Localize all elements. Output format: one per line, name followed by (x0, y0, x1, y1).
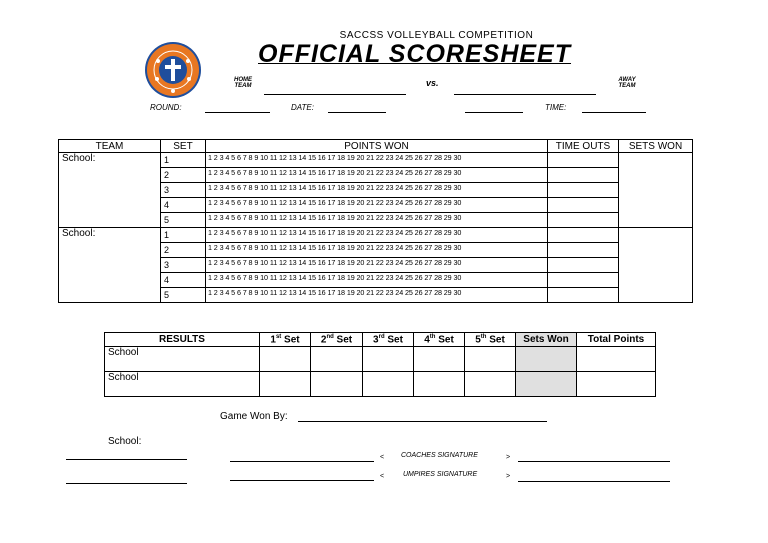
result-cell[interactable] (465, 372, 516, 397)
set-number: 3 (161, 258, 206, 273)
result-cell[interactable] (414, 372, 465, 397)
header-points-won: POINTS WON (206, 140, 548, 153)
score-row (59, 228, 693, 243)
time-outs-cell[interactable] (548, 288, 619, 303)
time-outs-cell[interactable] (548, 168, 619, 183)
set3-header: 3rd Set (363, 333, 414, 347)
score-row (59, 153, 693, 168)
result-cell[interactable] (260, 372, 311, 397)
total-points-cell[interactable] (577, 347, 656, 372)
school-field-2[interactable] (66, 483, 187, 484)
round-label: ROUND: (150, 103, 182, 112)
sets-won-cell[interactable] (619, 228, 693, 303)
points-won-track[interactable]: 1 2 3 4 5 6 7 8 9 10 11 12 13 14 15 16 17 18 19 20 21 22 23 24 25 26 27 28 29 30 (206, 288, 548, 303)
time-outs-cell[interactable] (548, 213, 619, 228)
header-sets-won: SETS WON (619, 140, 693, 153)
set2-header: 2nd Set (311, 333, 363, 347)
set-number: 3 (161, 183, 206, 198)
home-team-label: HOME TEAM (234, 77, 252, 89)
result-cell[interactable] (465, 347, 516, 372)
set-number: 5 (161, 288, 206, 303)
set-number: 1 (161, 228, 206, 243)
coach-name-field[interactable] (230, 461, 374, 462)
results-table (104, 332, 656, 397)
sets-won-header: Sets Won (516, 333, 577, 347)
time-outs-cell[interactable] (548, 258, 619, 273)
footer-school-label: School: (108, 436, 142, 447)
score-table (58, 139, 693, 303)
set5-header: 5th Set (465, 333, 516, 347)
set1-header: 1st Set (260, 333, 311, 347)
results-school-2: School (105, 372, 260, 397)
arrow-right-icon: > (506, 473, 511, 480)
result-cell[interactable] (363, 372, 414, 397)
home-team-field[interactable] (264, 94, 406, 95)
date-field[interactable] (328, 112, 386, 113)
game-won-by-field[interactable] (298, 421, 547, 422)
coaches-signature-label: COACHES SIGNATURE (401, 452, 478, 459)
time-outs-cell[interactable] (548, 273, 619, 288)
results-header: RESULTS (105, 333, 260, 347)
points-won-track[interactable]: 1 2 3 4 5 6 7 8 9 10 11 12 13 14 15 16 17 18 19 20 21 22 23 24 25 26 27 28 29 30 (206, 243, 548, 258)
time-outs-cell[interactable] (548, 243, 619, 258)
total-points-header: Total Points (577, 333, 656, 347)
time-outs-cell[interactable] (548, 153, 619, 168)
set-number: 1 (161, 153, 206, 168)
points-won-track[interactable]: 1 2 3 4 5 6 7 8 9 10 11 12 13 14 15 16 17 18 19 20 21 22 23 24 25 26 27 28 29 30 (206, 198, 548, 213)
points-won-track[interactable]: 1 2 3 4 5 6 7 8 9 10 11 12 13 14 15 16 17 18 19 20 21 22 23 24 25 26 27 28 29 30 (206, 153, 548, 168)
time-outs-cell[interactable] (548, 183, 619, 198)
header-set: SET (161, 140, 206, 153)
points-won-track[interactable]: 1 2 3 4 5 6 7 8 9 10 11 12 13 14 15 16 17 18 19 20 21 22 23 24 25 26 27 28 29 30 (206, 258, 548, 273)
sets-won-cell[interactable] (619, 153, 693, 228)
header-team: TEAM (59, 140, 161, 153)
time-label: TIME: (545, 103, 567, 112)
competition-title: SACCSS VOLLEYBALL COMPETITION (339, 30, 534, 41)
result-cell[interactable] (363, 347, 414, 372)
time-outs-cell[interactable] (548, 198, 619, 213)
total-points-cell[interactable] (577, 372, 656, 397)
set-number: 5 (161, 213, 206, 228)
points-won-track[interactable]: 1 2 3 4 5 6 7 8 9 10 11 12 13 14 15 16 17 18 19 20 21 22 23 24 25 26 27 28 29 30 (206, 213, 548, 228)
arrow-left-icon: < (380, 454, 385, 461)
points-won-track[interactable]: 1 2 3 4 5 6 7 8 9 10 11 12 13 14 15 16 17 18 19 20 21 22 23 24 25 26 27 28 29 30 (206, 183, 548, 198)
umpires-signature-field[interactable] (518, 481, 670, 482)
result-cell[interactable] (311, 347, 363, 372)
blank-field[interactable] (465, 112, 523, 113)
arrow-left-icon: < (380, 473, 385, 480)
time-field[interactable] (582, 112, 646, 113)
points-won-track[interactable]: 1 2 3 4 5 6 7 8 9 10 11 12 13 14 15 16 17 18 19 20 21 22 23 24 25 26 27 28 29 30 (206, 168, 548, 183)
set-number: 2 (161, 243, 206, 258)
set-number: 4 (161, 198, 206, 213)
round-field[interactable] (205, 112, 270, 113)
page-title: OFFICIAL SCORESHEET (258, 40, 572, 68)
results-school-1: School (105, 347, 260, 372)
away-team-label: AWAY TEAM (618, 77, 636, 89)
date-label: DATE: (291, 103, 314, 112)
saccss-logo (144, 41, 202, 99)
school-field-1[interactable] (66, 459, 187, 460)
time-outs-cell[interactable] (548, 228, 619, 243)
result-cell[interactable] (311, 372, 363, 397)
game-won-by-label: Game Won By: (220, 411, 288, 422)
team-school-cell[interactable]: School: (59, 153, 161, 228)
set-number: 4 (161, 273, 206, 288)
umpires-signature-label: UMPIRES SIGNATURE (403, 471, 478, 478)
set-number: 2 (161, 168, 206, 183)
header-time-outs: TIME OUTS (548, 140, 619, 153)
coaches-signature-field[interactable] (518, 461, 670, 462)
umpire-name-field[interactable] (230, 480, 374, 481)
set4-header: 4th Set (414, 333, 465, 347)
team-school-cell[interactable]: School: (59, 228, 161, 303)
vs-label: vs. (426, 78, 439, 88)
result-cell[interactable] (414, 347, 465, 372)
arrow-right-icon: > (506, 454, 511, 461)
points-won-track[interactable]: 1 2 3 4 5 6 7 8 9 10 11 12 13 14 15 16 17 18 19 20 21 22 23 24 25 26 27 28 29 30 (206, 228, 548, 243)
points-won-track[interactable]: 1 2 3 4 5 6 7 8 9 10 11 12 13 14 15 16 17 18 19 20 21 22 23 24 25 26 27 28 29 30 (206, 273, 548, 288)
away-team-field[interactable] (454, 94, 596, 95)
result-cell[interactable] (260, 347, 311, 372)
sets-won-cell[interactable] (516, 347, 577, 372)
sets-won-cell[interactable] (516, 372, 577, 397)
